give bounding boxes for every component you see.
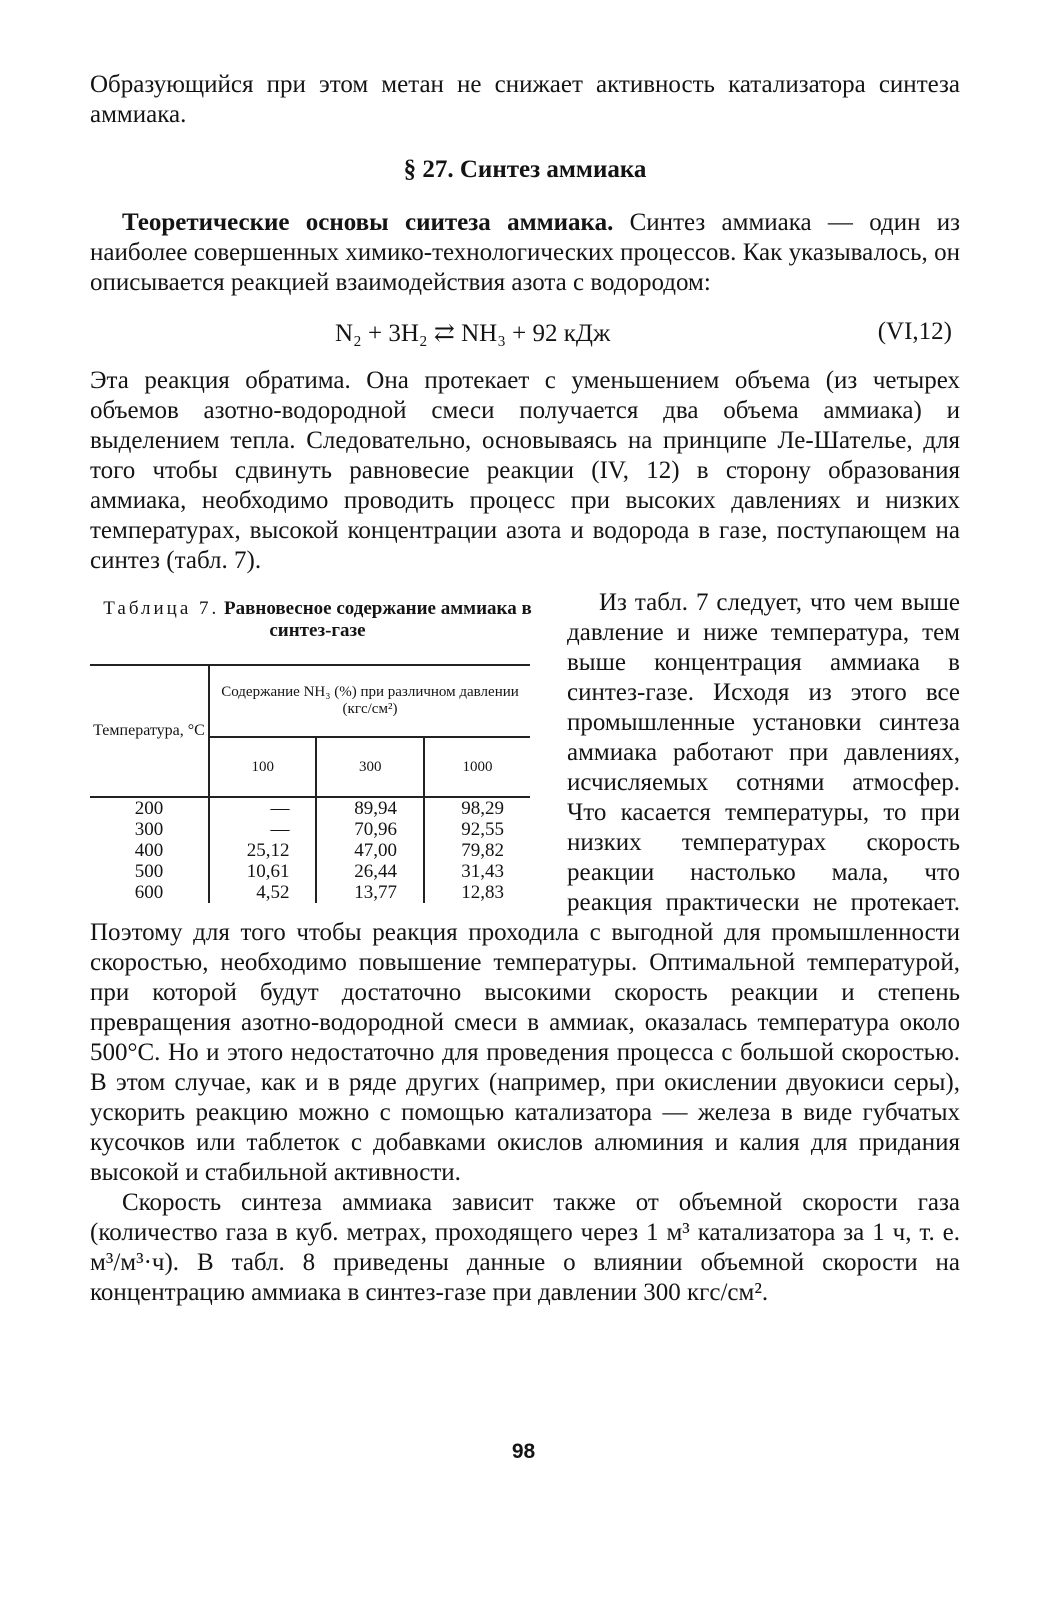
theory-text: Синтез аммиака — один из наиболее совершенных химико-технологических процессов. Как указывалось, он описывается реакцией взаимодействия азота с водородом: [90, 209, 961, 296]
table-row [90, 861, 530, 882]
reaction-equation: N₂ + 3H₂ ⇄ NH₃ + 92 кДж [335, 320, 611, 347]
pressure-300-header: 300 [316, 737, 423, 797]
value-cell: 13,77 [316, 882, 423, 903]
temp-cell: 200 [90, 797, 209, 819]
value-cell: 89,94 [316, 797, 423, 819]
temp-cell: 500 [90, 861, 209, 882]
theory-lead: Теоретические основы сиитеза аммиака. [122, 209, 614, 236]
table-caption [90, 598, 545, 642]
temperature-header: Температура, °С [90, 665, 209, 797]
equation-number: (VI,12) [877, 318, 952, 345]
section-title: § 27. Синтез аммиака [403, 156, 647, 183]
value-cell: 4,52 [209, 882, 316, 903]
table-block [90, 590, 545, 903]
speed-paragraph: Скорость синтеза аммиака зависит также от объемной скорости газа (количество газа в куб. метрах, проходящего через 1 м³ катализатора за 1 ч, т. е. м³/м³·ч). В табл. 8 приведены данные о влиянии объемной скорости на концентрацию аммиака в синтез-газе при давлении 300 кгс/см². [90, 1189, 960, 1306]
value-cell: 98,29 [424, 797, 530, 819]
table-caption-label: Таблица 7. [103, 598, 220, 619]
equation-row [90, 312, 960, 356]
content-header: Содержание NH₃ (%) при различном давлении (кгс/см²) [209, 665, 530, 737]
value-cell: — [209, 797, 316, 819]
temp-cell: 300 [90, 819, 209, 840]
value-cell: 92,55 [461, 819, 504, 840]
equilibrium-table [90, 664, 530, 903]
intro-paragraph: Образующийся при этом метан не снижает активность катализатора синтеза аммиака. [90, 71, 960, 128]
value-cell: 31,43 [461, 861, 504, 882]
page-number: 98 [511, 1440, 536, 1463]
temp-cell: 400 [90, 840, 209, 861]
table-row [90, 819, 530, 840]
pressure-100-header: 100 [209, 737, 316, 797]
value-cell: 25,12 [209, 840, 316, 861]
theory-paragraph [90, 208, 960, 298]
table-caption-title: Равновесное содержание аммиака в синтез-газе [224, 598, 532, 641]
page-body [90, 70, 960, 1308]
value-cell: 79,82 [461, 840, 504, 861]
conclusion-paragraph: Из табл. 7 следует, что чем выше давление и ниже температура, тем выше концентрация аммиака в синтез-газе. Исходя из этого все промышленные установки синтеза аммиака работают при давлениях, исчисляемых сотнями атмосфер. Что касается температуры, то при низких температурах скорость реакции настолько мала, что реакция практически не протекает. Поэтому для того чтобы реакция проходила с выгодной для промышленности скоростью, необходимо повышение температуры. Оптимальной температурой, при которой будут достаточно высокими скорость реакции и степень превращения азотно-водородной смеси в аммиак, оказалась температура около 500°С. Но и этого недостаточно для проведения процесса с большой скоростью. В этом случае, как и в ряде других (например, при окислении двуокиси серы), ускорить реакцию можно с помощью катализатора — железа в виде губчатых кусочков или таблеток с добавками окислов алюминия и калия для придания высокой и стабильной активности. [90, 589, 960, 1186]
temp-cell: 600 [90, 882, 209, 903]
table-row [90, 882, 530, 903]
table-row [90, 840, 530, 861]
value-cell: 26,44 [316, 861, 423, 882]
value-cell: 10,61 [209, 861, 316, 882]
value-cell: 70,96 [316, 819, 423, 840]
reversible-paragraph: Эта реакция обратима. Она протекает с уменьшением объема (из четырех объемов азотно-водородной смеси получается два объема аммиака) и выделением тепла. Следовательно, основываясь на принципе Ле-Шателье, для того чтобы сдвинуть равновесие реакции (IV, 12) в сторону образования аммиака, необходимо проводить процесс при высоких давлениях и низких температурах, высокой концентрации азота и водорода в газе, поступающем на синтез (табл. 7). [90, 367, 960, 574]
table-row [90, 797, 530, 819]
pressure-1000-header: 1000 [462, 758, 493, 775]
value-cell: 12,83 [461, 882, 504, 903]
value-cell: 47,00 [316, 840, 423, 861]
value-cell: — [209, 819, 316, 840]
